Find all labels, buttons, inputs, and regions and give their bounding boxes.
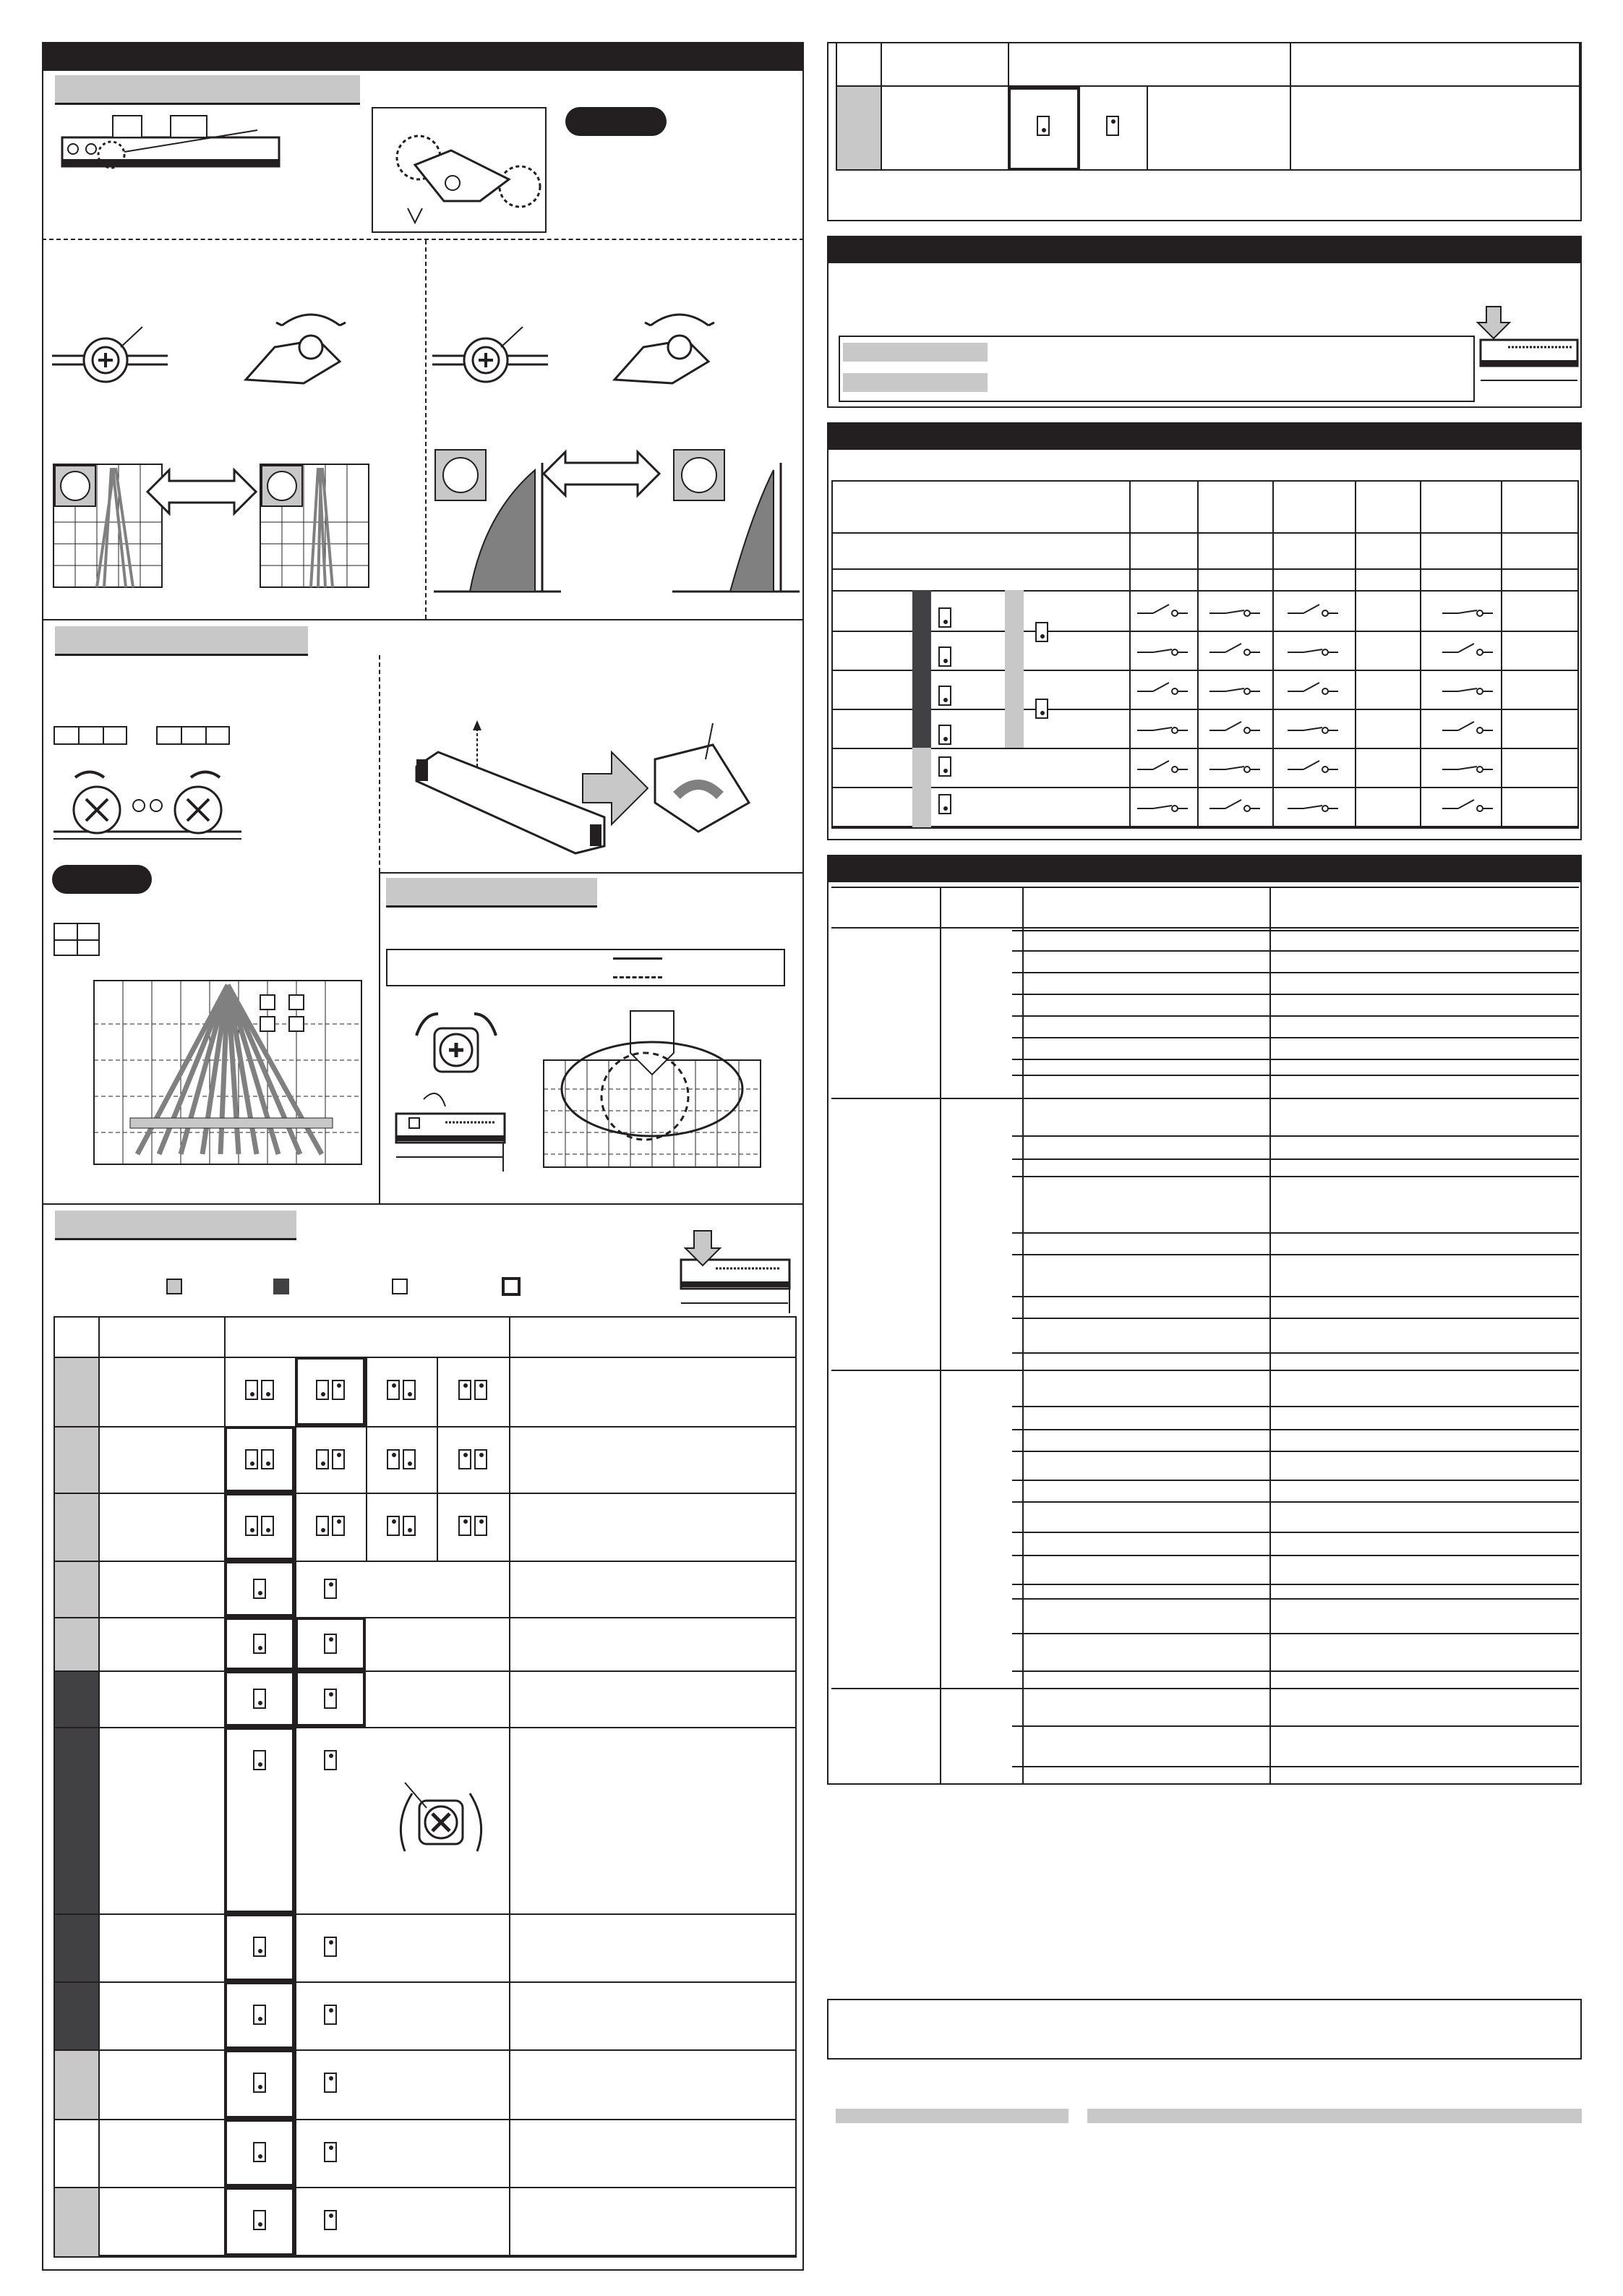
relay-contact-icon: [1209, 720, 1260, 735]
relay-contact-icon: [1137, 759, 1188, 774]
dip-col-line: [295, 1913, 296, 1981]
relay-contact-icon: [1137, 681, 1188, 696]
spec-row-line: [1012, 1480, 1579, 1481]
dip-header-line: [53, 1357, 797, 1358]
section-heading-1: [55, 75, 360, 105]
dip-switch-icon: [316, 1516, 329, 1536]
dip-switch-icon: [253, 2210, 266, 2230]
dip-col-line: [437, 1493, 438, 1561]
spec-col-line: [1269, 887, 1271, 1783]
dip-col-line: [295, 2187, 296, 2256]
dip-switch-icon: [387, 1380, 400, 1400]
spec-row-line: [1012, 1725, 1579, 1727]
relay-row-line: [831, 590, 1579, 592]
dip-switch-icon: [253, 1937, 266, 1957]
relay-col-line: [1129, 480, 1131, 827]
dip-switch-icon: [938, 756, 951, 777]
relay-contact-icon: [1288, 759, 1338, 774]
dashed-divider-vertical-2: [379, 655, 380, 872]
spec-row-line: [1012, 972, 1579, 973]
solid-divider-vertical-2: [379, 872, 380, 1203]
install-label-2: [843, 373, 988, 392]
relay-contact-icon: [1442, 681, 1493, 696]
relay-contact-icon: [1209, 603, 1260, 618]
dip-row-line: [53, 1670, 797, 1672]
dual-knob-illustration: [53, 759, 241, 846]
dip-switch-icon: [1035, 622, 1048, 642]
dip-row-key: [55, 2188, 98, 2256]
dip-switch-icon: [253, 1689, 266, 1709]
relay-col-line: [1501, 480, 1502, 827]
dip-switch-icon: [253, 1750, 266, 1770]
install-header-bar: [827, 236, 1582, 263]
double-arrow-1: [147, 466, 256, 517]
dip-row-line: [53, 1617, 797, 1618]
dip-switch-icon: [324, 2005, 337, 2025]
dip-col-line: [366, 1493, 367, 1561]
dip-switch-icon: [458, 1380, 471, 1400]
relay-row-line: [831, 787, 1579, 788]
dip-switch-icon: [387, 1449, 400, 1469]
detection-grid-wide: [53, 464, 162, 587]
relay-contact-icon: [1209, 681, 1260, 696]
dip-switch-icon: [316, 1449, 329, 1469]
lens-knob-left: [52, 311, 168, 391]
relay-header-bar: [827, 422, 1582, 450]
rotate-head-left: [231, 304, 376, 398]
sensor-body-illustration: [55, 108, 294, 181]
dip-switch-icon: [324, 2142, 337, 2162]
spec-row-line: [1012, 1254, 1579, 1255]
detection-grid-narrow: [260, 464, 369, 587]
spec-row-line: [1012, 994, 1579, 995]
dip-switch-icon: [261, 1516, 274, 1536]
dip-col-line: [366, 1426, 367, 1493]
spec-group-line: [831, 1370, 1579, 1371]
dip-row-key: [55, 2051, 98, 2119]
relay-contact-icon: [1209, 642, 1260, 657]
dip-col-line: [295, 1670, 296, 1727]
top-table-grey-cell: [837, 87, 881, 169]
dip-switch-icon: [324, 1579, 337, 1599]
spec-row-line: [1012, 1158, 1579, 1160]
dip-switch-icon: [458, 1516, 471, 1536]
dip-col-line: [295, 2119, 296, 2187]
dip-col-line: [295, 1357, 296, 1426]
dip-row-key: [55, 1983, 98, 2049]
range-adjust-knob: [409, 1007, 503, 1086]
dip-switch-icon: [324, 1689, 337, 1709]
dip-switch-icon: [332, 1516, 345, 1536]
spec-row-line: [1012, 1352, 1579, 1354]
dip-switch-icon: [324, 2210, 337, 2230]
spec-group-line: [831, 1783, 1579, 1785]
spec-row-line: [1012, 1451, 1579, 1452]
dip-switch-icon: [245, 1380, 258, 1400]
dip-switch-icon: [938, 725, 951, 745]
dip-switch-icon: [1106, 116, 1119, 136]
relay-row-line: [831, 568, 1579, 570]
dip-selected-cell: [224, 1426, 295, 1493]
legend-dark-square-icon: [273, 1279, 289, 1294]
dip-col-line: [295, 2049, 296, 2119]
relay-col-line: [1355, 480, 1356, 827]
spec-header-bar: [827, 855, 1582, 882]
dip-switch-icon: [458, 1449, 471, 1469]
dip-col-line: [295, 1561, 296, 1617]
relay-contact-icon: [1288, 642, 1338, 657]
curtain-profile-right: [672, 448, 800, 593]
spec-row-line: [1012, 1296, 1579, 1297]
dip-row-line: [53, 2049, 797, 2051]
segment-divider: [78, 726, 80, 745]
segment-divider: [181, 726, 182, 745]
spec-group-line: [831, 1098, 1579, 1099]
dip-row-line: [53, 1426, 797, 1427]
install-sensor-illustration: [1479, 304, 1580, 398]
dip-switch-icon: [1035, 699, 1048, 719]
dip-col-line: [295, 1493, 296, 1561]
segment-divider: [103, 726, 104, 745]
spec-row-line: [1012, 1633, 1579, 1634]
top-right-inner-table: [836, 42, 1580, 171]
dip-row-line: [53, 1493, 797, 1494]
dip-row-line: [53, 1727, 797, 1728]
spec-group-line: [831, 927, 1579, 929]
dip-switch-icon: [253, 1634, 266, 1654]
relay-contact-icon: [1137, 603, 1188, 618]
spec-row-line: [1012, 1318, 1579, 1319]
dip-row-key: [55, 1672, 98, 1727]
spec-row-line: [1012, 1598, 1579, 1600]
relay-row-line: [831, 748, 1579, 749]
dip-switch-icon: [474, 1449, 487, 1469]
dip-location-illustration: [680, 1224, 795, 1318]
dip-row-key: [55, 1728, 98, 1913]
dip-col-line: [437, 1426, 438, 1493]
dip-switch-icon: [387, 1516, 400, 1536]
dip-switch-icon: [261, 1380, 274, 1400]
dip-switch-icon: [938, 607, 951, 628]
dip-switch-icon: [403, 1449, 416, 1469]
relay-contact-icon: [1137, 798, 1188, 813]
dip-switch-icon: [332, 1380, 345, 1400]
dip-row-line: [53, 2119, 797, 2120]
line-legend-box: [386, 949, 785, 986]
footer-bar-right: [1087, 2109, 1582, 2123]
spec-row-line: [1012, 1766, 1579, 1767]
relay-contact-icon: [1137, 720, 1188, 735]
top-table-col-line: [1147, 85, 1148, 171]
dip-switch-icon: [316, 1380, 329, 1400]
dip-col-line: [295, 1727, 296, 1913]
spec-col-line: [940, 887, 941, 1783]
relay-contact-icon: [1209, 798, 1260, 813]
segment-divider: [205, 726, 207, 745]
section-heading-4: [55, 1211, 296, 1240]
spec-col-line: [1022, 887, 1024, 1783]
dip-row-key: [55, 1358, 98, 1426]
relay-grey-key: [1005, 590, 1024, 748]
spec-row-line: [1012, 1176, 1579, 1177]
dip-row-key: [55, 1494, 98, 1561]
dip-switch-icon: [938, 646, 951, 667]
relay-row-line: [831, 532, 1579, 534]
relay-contact-icon: [1137, 642, 1188, 657]
solid-divider-2: [379, 872, 804, 874]
spec-row-line: [1012, 1406, 1579, 1407]
spec-row-line: [1012, 1555, 1579, 1556]
relay-contact-icon: [1442, 798, 1493, 813]
dip-row-key: [55, 1427, 98, 1493]
segment-box-right: [156, 726, 230, 745]
top-table-col-line: [1290, 42, 1291, 171]
dip-switch-icon: [253, 2142, 266, 2162]
dip-col-line: [295, 1981, 296, 2049]
dip-switch-icon: [474, 1380, 487, 1400]
dip-switch-icon: [938, 794, 951, 814]
cover-removal-illustration: [409, 716, 792, 861]
relay-row-line: [831, 827, 1579, 829]
relay-contact-icon: [1442, 642, 1493, 657]
relay-contact-icon: [1442, 759, 1493, 774]
dashed-line-sample: [613, 976, 662, 978]
relay-row-line: [831, 631, 1579, 632]
relay-contact-icon: [1288, 603, 1338, 618]
dip-switch-icon: [253, 1579, 266, 1599]
relay-contact-icon: [1288, 798, 1338, 813]
spec-row-line: [1012, 930, 1579, 931]
dip-row-line: [53, 1981, 797, 1983]
dip-switch-icon: [253, 2073, 266, 2093]
spec-row-line: [1012, 1584, 1579, 1585]
dip-switch-icon: [324, 1937, 337, 1957]
install-label-1: [843, 343, 988, 362]
section-heading-3: [386, 878, 597, 908]
dip-switch-icon: [245, 1449, 258, 1469]
note-pill-2: [52, 865, 152, 894]
spec-row-line: [1012, 1037, 1579, 1038]
sensor-side-illustration: [395, 1085, 510, 1179]
spec-row-line: [1012, 1232, 1579, 1234]
solid-divider-1: [42, 619, 804, 620]
relay-col-line: [1197, 480, 1199, 827]
rotate-head-right: [600, 304, 745, 398]
relay-col-line: [1272, 480, 1274, 827]
legend-white-square-icon: [392, 1279, 408, 1294]
dip-row-key: [55, 1618, 98, 1670]
spec-row-line: [1012, 950, 1579, 952]
dip-row-key: [55, 1915, 98, 1981]
spec-row-line: [1012, 1501, 1579, 1503]
segment-box-left: [53, 726, 127, 745]
mini-grid-line: [77, 923, 78, 956]
dip-col-line: [509, 1316, 510, 2256]
dip-switch-icon: [938, 686, 951, 706]
dip-switch-icon: [253, 2005, 266, 2025]
note-pill: [565, 107, 667, 136]
spec-row-line: [1012, 1670, 1579, 1672]
spec-row-line: [1012, 1532, 1579, 1533]
top-table-col-line: [881, 42, 882, 171]
dip-row-line: [53, 1561, 797, 1562]
knob-closeup-illustration: [372, 107, 547, 233]
adjust-knob-icon: [390, 1779, 492, 1866]
relay-contact-icon: [1288, 681, 1338, 696]
legend-bold-square-icon: [502, 1277, 521, 1296]
dashed-divider-vertical-1: [425, 240, 427, 619]
fan-detection-pattern: [94, 981, 361, 1164]
spec-row-line: [1012, 1075, 1579, 1076]
dip-switch-icon: [324, 1750, 337, 1770]
relay-contact-icon: [1442, 603, 1493, 618]
legend-grey-square-icon: [166, 1279, 182, 1294]
solid-divider-3: [42, 1203, 804, 1205]
note-box: [827, 1999, 1582, 2060]
dip-col-line: [295, 1426, 296, 1493]
double-arrow-2: [544, 448, 659, 499]
dip-switch-icon: [474, 1516, 487, 1536]
relay-row-line: [831, 709, 1579, 710]
dip-row-key: [55, 1562, 98, 1617]
relay-dark-key: [912, 590, 931, 748]
dashed-divider-1: [42, 239, 804, 240]
spec-row-line: [1012, 1135, 1579, 1137]
spec-group-line: [831, 1688, 1579, 1689]
dip-switch-icon: [245, 1516, 258, 1536]
spec-row-line: [1012, 1059, 1579, 1060]
spec-row-line: [1012, 1015, 1579, 1017]
solid-line-sample: [613, 957, 662, 960]
section-heading-2: [55, 626, 308, 656]
relay-contact-icon: [1288, 720, 1338, 735]
dip-row-line: [53, 1913, 797, 1915]
dip-row-key: [55, 2120, 98, 2187]
dip-col-line: [98, 1316, 100, 2256]
curtain-profile-left: [434, 448, 561, 593]
dip-switch-icon: [403, 1516, 416, 1536]
dip-selected-cell: [295, 1357, 366, 1426]
area-pattern-grid: [544, 1010, 761, 1169]
dip-switch-icon: [1037, 116, 1050, 136]
dip-switch-icon: [261, 1449, 274, 1469]
relay-row-line: [831, 670, 1579, 671]
lens-knob-right: [432, 311, 548, 391]
dip-switch-icon: [332, 1449, 345, 1469]
relay-grey-key: [912, 748, 931, 827]
dip-col-line: [295, 1617, 296, 1670]
relay-col-line: [1420, 480, 1421, 827]
dip-col-line: [437, 1357, 438, 1426]
top-table-row-line: [836, 85, 1580, 87]
dip-row-line: [53, 2256, 797, 2258]
relay-contact-icon: [1442, 720, 1493, 735]
left-header-bar: [42, 42, 804, 71]
dip-col-line: [366, 1357, 367, 1426]
dip-switch-icon: [324, 1634, 337, 1654]
dip-switch-icon: [403, 1380, 416, 1400]
dip-switch-icon: [324, 2073, 337, 2093]
dip-selected-cell: [224, 1493, 295, 1561]
spec-row-line: [1012, 1429, 1579, 1430]
relay-contact-icon: [1209, 759, 1260, 774]
spec-group-line: [831, 887, 1579, 888]
dip-row-line: [53, 2187, 797, 2188]
footer-bar-left: [836, 2109, 1069, 2123]
